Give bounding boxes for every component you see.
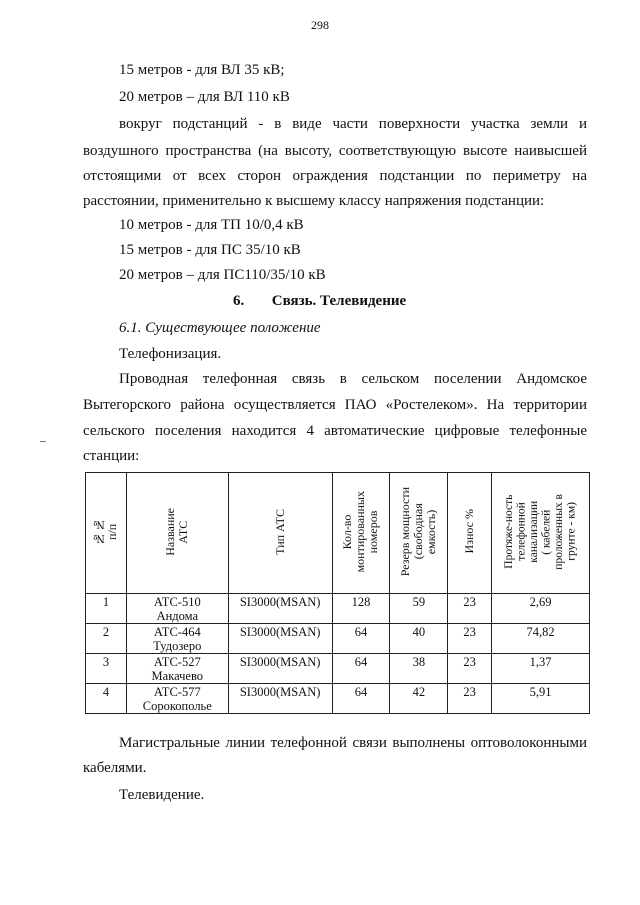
paragraph-line: Проводная телефонная связь в сельском поселении Андомское [119,371,587,387]
cell-num: 2 [86,624,127,654]
paragraph-substations-line1 [119,114,587,134]
paragraph-line: Вытегорского района осуществляется ПАО «Ростелеком». На территории [83,397,587,413]
section-number: 6. [233,293,245,309]
header-type [228,473,332,594]
text-line-vl110: 20 метров – для ВЛ 110 кВ [119,89,290,105]
cell-length: 2,69 [492,594,590,624]
table-header-row [86,473,590,594]
cell-count: 64 [332,624,390,654]
table-row [86,594,590,624]
table-row [86,624,590,654]
paragraph-line: воздушного пространства (на высоту, соответствующую высоте наивысшей [83,143,587,159]
ats-table [85,472,590,714]
cell-length: 5,91 [492,684,590,714]
page-number: 298 [311,18,329,32]
paragraph-substations-line2 [83,141,587,161]
cell-wear: 23 [448,684,492,714]
cell-type: SI3000(MSAN) [228,654,332,684]
header-text: Кол-во монтированных номеров [340,490,381,573]
table-row [86,654,590,684]
header-reserve [390,473,448,594]
cell-reserve: 38 [390,654,448,684]
header-text: Протяже-ность телефонной канализации ( кабелей проложенных в грунте - км) [503,493,578,570]
paragraph-line: отстоящими от всех сторон ограждения подстанции по периметру на [83,168,587,184]
paragraph-line: Магистральные линии телефонной связи выполнены оптоволоконными [119,735,587,751]
cell-length: 74,82 [492,624,590,654]
cell-type: SI3000(MSAN) [228,594,332,624]
text-line-tp10: 10 метров - для ТП 10/0,4 кВ [119,217,304,233]
cell-type: SI3000(MSAN) [228,624,332,654]
cell-reserve: 42 [390,684,448,714]
cell-length: 1,37 [492,654,590,684]
cell-wear: 23 [448,654,492,684]
text-line-ps110: 20 метров – для ПС110/35/10 кВ [119,267,326,283]
paragraph-substations-last: расстоянии, применительно к высшему классу напряжения подстанции: [83,193,545,209]
paragraph-telephony-line3 [83,421,587,441]
text-line-ps35: 15 метров - для ПС 35/10 кВ [119,242,301,258]
header-text: Название АТС [163,507,191,556]
margin-mark [40,441,46,442]
header-text: Тип АТС [272,508,287,555]
cell-count: 64 [332,654,390,684]
paragraph-telephony-line1 [119,369,587,389]
subsection-heading: 6.1. Существующее положение [119,320,321,336]
tv-label: Телевидение. [119,787,205,803]
section-title: Связь. Телевидение [271,293,407,309]
paragraph-line: сельского поселения находится 4 автоматические цифровые телефонные [83,423,587,439]
cell-reserve: 59 [390,594,448,624]
cell-name: АТС-464 Тудозеро [126,624,228,654]
paragraph-telephony-last: станции: [83,448,140,464]
header-text: Резерв мощности (свободная емкость) [398,486,439,577]
cell-count: 128 [332,594,390,624]
table-row [86,684,590,714]
header-count [332,473,390,594]
header-name [126,473,228,594]
cell-num: 4 [86,684,127,714]
header-length [492,473,590,594]
cell-num: 3 [86,654,127,684]
header-text: №№ п/п [91,517,119,546]
section-heading [233,291,406,311]
paragraph-line: вокруг подстанций - в виде части поверхности участка земли и [119,116,587,132]
cell-num: 1 [86,594,127,624]
paragraph-telephony-line2 [83,395,587,415]
paragraph-substations-line3 [83,166,587,186]
paragraph-mainlines-line1 [119,733,587,753]
cell-count: 64 [332,684,390,714]
cell-type: SI3000(MSAN) [228,684,332,714]
cell-wear: 23 [448,594,492,624]
cell-name: АТС-577 Сорокополье [126,684,228,714]
text-line-vl35: 15 метров - для ВЛ 35 кВ; [119,62,285,78]
header-text: Износ % [462,509,477,554]
header-num [86,473,127,594]
cell-name: АТС-527 Макачево [126,654,228,684]
cell-wear: 23 [448,624,492,654]
cell-name: АТС-510 Андома [126,594,228,624]
paragraph-mainlines-last: кабелями. [83,760,147,776]
telephony-label: Телефонизация. [119,346,222,362]
header-wear [448,473,492,594]
cell-reserve: 40 [390,624,448,654]
